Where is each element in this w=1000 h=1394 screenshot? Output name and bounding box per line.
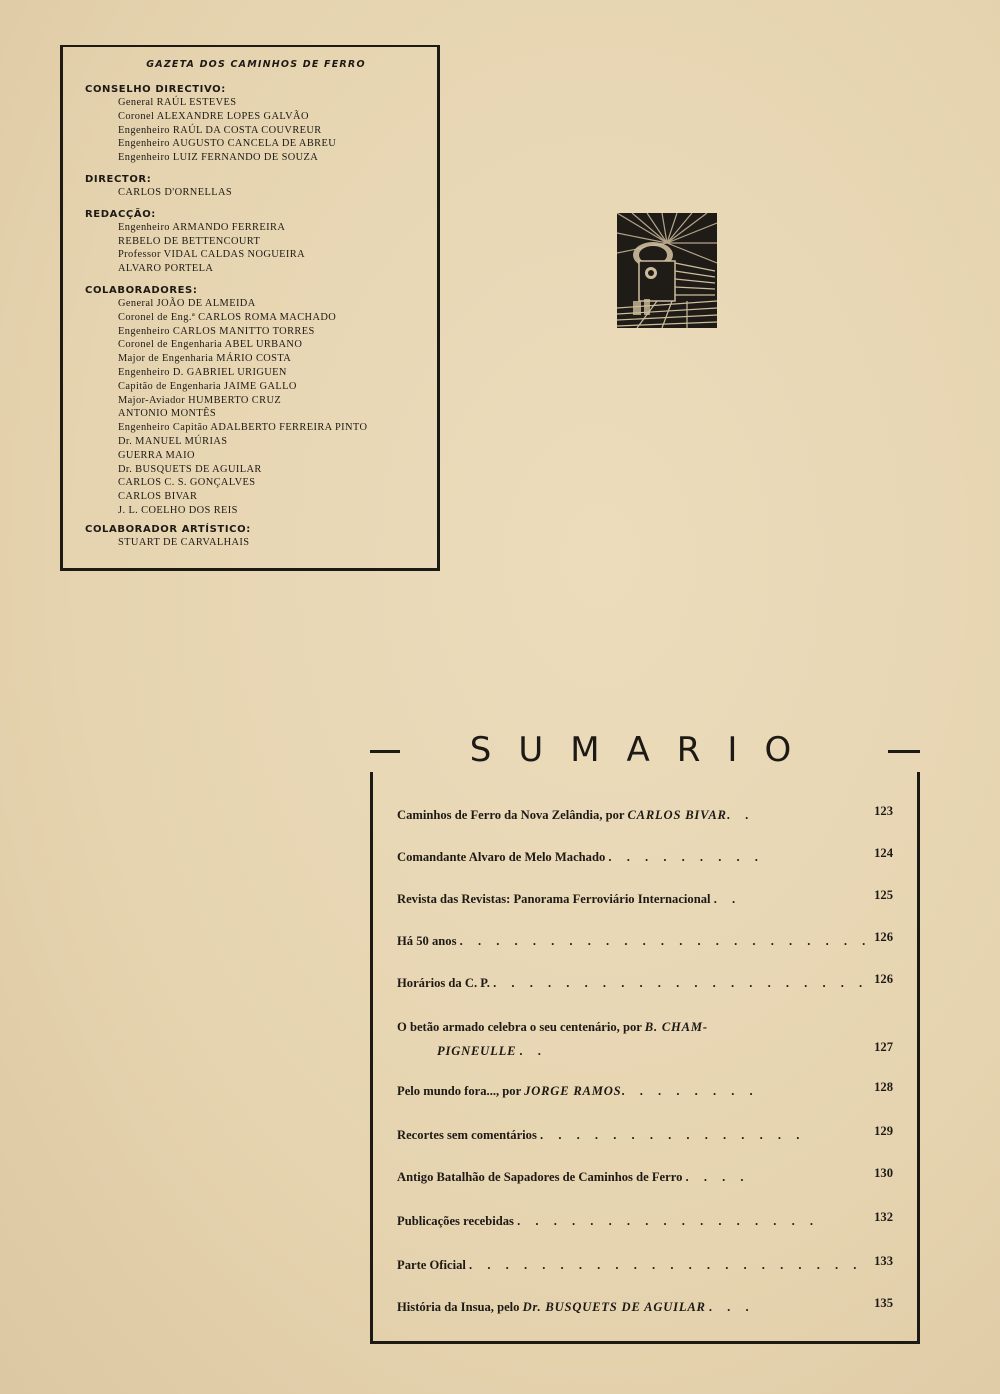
locomotive-woodcut-icon bbox=[617, 213, 717, 328]
sumario-header bbox=[370, 730, 920, 790]
entry-page: 126 bbox=[874, 930, 893, 944]
staff-name: Major-Aviador HUMBERTO CRUZ bbox=[118, 394, 282, 406]
entry-title: História da Insua, pelo bbox=[397, 1300, 523, 1314]
section-names-director bbox=[85, 186, 427, 200]
leader-dots: . . bbox=[713, 892, 742, 906]
entry-title: O betão armado celebra o seu centenário, por bbox=[397, 1020, 645, 1034]
entry-page: 125 bbox=[874, 888, 893, 902]
entry-title: Comandante Alvaro de Melo Machado bbox=[397, 850, 606, 864]
entry-title: Caminhos de Ferro da Nova Zelândia, por bbox=[397, 808, 628, 822]
sumario-box bbox=[370, 730, 920, 1344]
section-heading-artistico: COLABORADOR ARTÍSTICO: bbox=[85, 523, 251, 535]
section-heading-conselho: CONSELHO DIRECTIVO: bbox=[85, 84, 226, 95]
leader-dots: . . . . . . . . . bbox=[608, 850, 764, 864]
leader-dots: . . . . . . . . . . . . . . . bbox=[540, 1128, 806, 1142]
section-names-artistico bbox=[85, 536, 427, 550]
staff-name: Engenheiro D. GABRIEL URIGUEN bbox=[118, 366, 287, 378]
staff-name: Engenheiro RAÚL DA COSTA COUVREUR bbox=[118, 124, 322, 136]
entry-title: Há 50 anos bbox=[397, 934, 457, 948]
staff-name: Engenheiro AUGUSTO CANCELA DE ABREU bbox=[118, 138, 337, 150]
staff-name: Professor VIDAL CALDAS NOGUEIRA bbox=[118, 249, 306, 261]
section-heading-redaccao: REDACÇÃO: bbox=[85, 208, 156, 220]
staff-name: Major de Engenharia MÁRIO COSTA bbox=[118, 353, 292, 365]
leader-dots: . . . bbox=[708, 1300, 755, 1314]
staff-name: ALVARO PORTELA bbox=[118, 263, 214, 275]
entry-author: CARLOS BIVAR bbox=[627, 808, 727, 822]
staff-name: Engenheiro LUIZ FERNANDO DE SOUZA bbox=[118, 152, 319, 164]
staff-name: ANTONIO MONTÊS bbox=[118, 408, 217, 420]
toc-entry[interactable] bbox=[397, 930, 907, 949]
toc-entry[interactable] bbox=[397, 1296, 907, 1315]
staff-name: Capitão de Engenharia JAIME GALLO bbox=[118, 380, 297, 392]
entry-title: Parte Oficial bbox=[397, 1258, 466, 1272]
staff-name: Engenheiro ARMANDO FERREIRA bbox=[118, 221, 286, 233]
leader-dots: . . . . . . . . . . . . . . . . . bbox=[517, 1214, 820, 1228]
toc-entry[interactable] bbox=[397, 1124, 907, 1143]
toc-entry[interactable] bbox=[397, 1254, 907, 1273]
staff-name: REBELO DE BETTENCOURT bbox=[118, 235, 261, 247]
section-heading-colaboradores: COLABORADORES: bbox=[85, 284, 198, 296]
entry-title: Revista das Revistas: Panorama Ferroviário Internacional bbox=[397, 892, 711, 906]
masthead-box bbox=[60, 45, 440, 571]
section-names-conselho bbox=[85, 96, 427, 165]
toc-entry[interactable] bbox=[397, 1080, 907, 1099]
leader-dots: . . . . . . . . bbox=[621, 1084, 759, 1098]
toc-entry[interactable] bbox=[397, 804, 907, 823]
section-heading-director: DIRECTOR: bbox=[85, 173, 152, 185]
staff-name: General RAÚL ESTEVES bbox=[118, 97, 237, 108]
entry-author: JORGE RAMOS bbox=[524, 1084, 622, 1098]
leader-dots: . . bbox=[519, 1044, 547, 1058]
staff-name: Engenheiro Capitão ADALBERTO FERREIRA PINTO bbox=[118, 422, 368, 434]
staff-name: Coronel de Engenharia ABEL URBANO bbox=[118, 339, 303, 351]
masthead-title: GAZETA DOS CAMINHOS DE FERRO bbox=[146, 59, 366, 70]
entry-title: Horários da C. P. bbox=[397, 976, 490, 990]
entry-page: 124 bbox=[874, 846, 893, 860]
header-rule-right bbox=[888, 750, 920, 753]
entry-page: 126 bbox=[874, 972, 893, 986]
toc-entry[interactable] bbox=[397, 1210, 907, 1229]
entry-page: 123 bbox=[874, 804, 893, 818]
entry-author: B. CHAM- bbox=[644, 1020, 708, 1034]
entry-page: 132 bbox=[874, 1210, 893, 1224]
section-names-colaboradores bbox=[85, 297, 427, 518]
entry-page: 128 bbox=[874, 1080, 893, 1094]
toc-entry[interactable] bbox=[397, 1020, 907, 1064]
leader-dots: . . . . . . . . . . . . . . . . . . . . . bbox=[493, 976, 869, 990]
staff-name: Dr. BUSQUETS DE AGUILAR bbox=[118, 463, 262, 475]
entry-page: 130 bbox=[874, 1166, 893, 1180]
staff-name: Dr. MANUEL MÚRIAS bbox=[118, 435, 228, 447]
staff-name: General JOÃO DE ALMEIDA bbox=[118, 297, 256, 309]
toc-entry[interactable] bbox=[397, 888, 907, 907]
sumario-title: SUMARIO bbox=[469, 730, 819, 770]
staff-name: STUART DE CARVALHAIS bbox=[118, 536, 250, 548]
toc-entry[interactable] bbox=[397, 972, 907, 991]
entry-title: Antigo Batalhão de Sapadores de Caminhos de Ferro bbox=[397, 1170, 683, 1184]
entry-title: Recortes sem comentários bbox=[397, 1128, 537, 1142]
entry-author-continued: PIGNEULLE bbox=[437, 1044, 517, 1058]
section-names-redaccao bbox=[85, 221, 427, 276]
entry-page: 129 bbox=[874, 1124, 893, 1138]
staff-name: CARLOS C. S. GONÇALVES bbox=[118, 477, 256, 489]
staff-name: CARLOS D'ORNELLAS bbox=[118, 186, 233, 198]
bleed-through-text bbox=[360, 40, 920, 180]
staff-name: GUERRA MAIO bbox=[118, 449, 195, 461]
entry-page: 135 bbox=[874, 1296, 893, 1310]
entry-author: Dr. BUSQUETS DE AGUILAR bbox=[522, 1300, 706, 1314]
entry-page: 133 bbox=[874, 1254, 893, 1268]
toc-entry[interactable] bbox=[397, 846, 907, 865]
leader-dots: . . . . . . . . . . . . . . . . . . . . . . . bbox=[459, 934, 872, 948]
staff-name: CARLOS BIVAR bbox=[118, 491, 198, 503]
staff-name: Coronel ALEXANDRE LOPES GALVÃO bbox=[118, 110, 309, 122]
toc-entry[interactable] bbox=[397, 1166, 907, 1185]
leader-dots: . . . . . . . . . . . . . . . . . . . . . . bbox=[469, 1258, 863, 1272]
leader-dots: . . . . bbox=[685, 1170, 750, 1184]
staff-name: Coronel de Eng.ª CARLOS ROMA MACHADO bbox=[118, 311, 337, 323]
staff-name: Engenheiro CARLOS MANITTO TORRES bbox=[118, 325, 315, 337]
header-rule-left bbox=[370, 750, 400, 753]
entry-page: 127 bbox=[874, 1040, 893, 1054]
entry-title: Publicações recebidas bbox=[397, 1214, 514, 1228]
leader-dots: . . bbox=[726, 808, 755, 822]
entry-title: Pelo mundo fora..., por bbox=[397, 1084, 525, 1098]
staff-name: J. L. COELHO DOS REIS bbox=[118, 504, 238, 516]
